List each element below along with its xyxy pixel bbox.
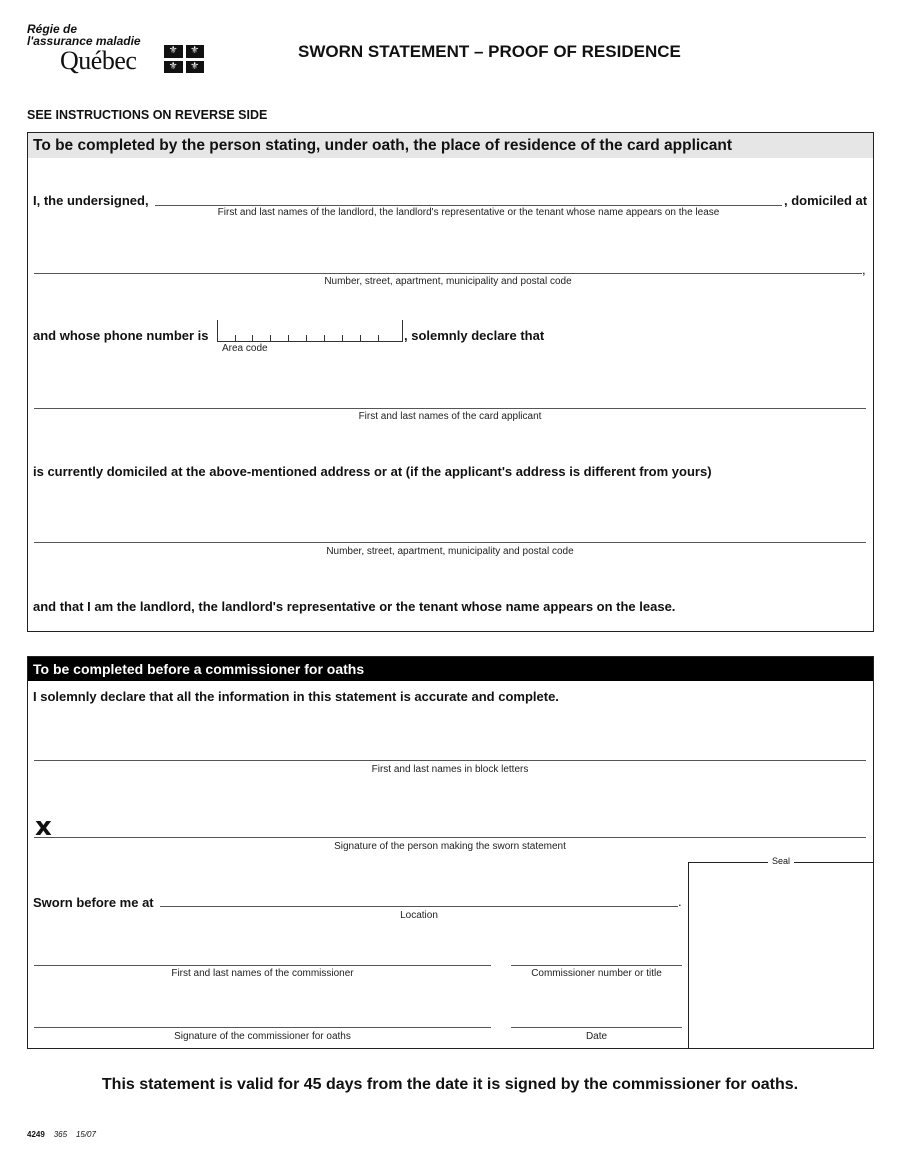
landlord-statement: and that I am the landlord, the landlord's representative or the tenant whose name appears on the lease. bbox=[33, 599, 676, 614]
quebec-flag-icon bbox=[164, 45, 204, 73]
validity-note: This statement is valid for 45 days from the date it is signed by the commissioner for oaths. bbox=[101, 1076, 799, 1093]
fleur-de-lis-icon: ⚜ bbox=[164, 61, 183, 74]
sworn-before-label: Sworn before me at bbox=[33, 895, 154, 910]
form-number: 4249 bbox=[27, 1130, 45, 1139]
phone-digit-tick bbox=[235, 335, 236, 341]
fleur-de-lis-icon: ⚜ bbox=[186, 45, 205, 58]
location-period: . bbox=[678, 894, 682, 909]
declarant-address-caption: Number, street, apartment, municipality and postal code bbox=[324, 276, 572, 287]
declarant-signature-caption: Signature of the person making the sworn statement bbox=[334, 841, 566, 852]
phone-digit-tick bbox=[306, 335, 307, 341]
applicant-name-caption: First and last names of the card applicant bbox=[358, 411, 542, 422]
form-code: 365 bbox=[53, 1130, 68, 1139]
applicant-address-caption: Number, street, apartment, municipality and postal code bbox=[326, 546, 574, 557]
commissioner-signature-field[interactable] bbox=[34, 1027, 491, 1028]
signature-x-mark: x bbox=[35, 812, 52, 842]
logo-name: Québec bbox=[60, 46, 137, 75]
phone-digit-tick bbox=[378, 335, 379, 341]
section-commissioner-header: To be completed before a commissioner for oaths bbox=[28, 657, 873, 681]
commissioner-number-field[interactable] bbox=[511, 965, 682, 966]
phone-label: and whose phone number is bbox=[33, 328, 209, 343]
phone-digit-tick bbox=[288, 335, 289, 341]
phone-digit-tick bbox=[342, 335, 343, 341]
section-residence-header: To be completed by the person stating, under oath, the place of residence of the card applicant bbox=[28, 133, 873, 158]
area-code-caption: Area code bbox=[222, 343, 268, 354]
date-caption: Date bbox=[585, 1031, 608, 1042]
domiciled-statement: is currently domiciled at the above-mentioned address or at (if the applicant's address is different from yours) bbox=[33, 464, 712, 479]
declarant-signature-field[interactable] bbox=[34, 837, 866, 838]
declarant-name-field[interactable] bbox=[155, 205, 782, 206]
location-caption: Location bbox=[400, 910, 438, 921]
accuracy-declaration: I solemnly declare that all the information in this statement is accurate and complete. bbox=[33, 689, 559, 704]
seal-label: Seal bbox=[768, 856, 794, 866]
fleur-de-lis-icon: ⚜ bbox=[164, 45, 183, 58]
block-letters-caption: First and last names in block letters bbox=[371, 764, 529, 775]
declarant-address-field[interactable] bbox=[34, 273, 862, 274]
location-field[interactable] bbox=[160, 906, 678, 907]
fleur-de-lis-icon: ⚜ bbox=[186, 61, 205, 74]
domiciled-at-label: , domiciled at bbox=[784, 193, 868, 208]
form-title: SWORN STATEMENT – PROOF OF RESIDENCE bbox=[298, 42, 681, 61]
see-instructions-note: SEE INSTRUCTIONS ON REVERSE SIDE bbox=[27, 108, 268, 122]
date-field[interactable] bbox=[511, 1027, 682, 1028]
commissioner-signature-caption: Signature of the commissioner for oaths bbox=[174, 1031, 351, 1042]
commissioner-number-caption: Commissioner number or title bbox=[531, 968, 662, 979]
undersigned-label: I, the undersigned, bbox=[33, 193, 149, 208]
address-comma: , bbox=[862, 262, 866, 277]
logo-text-line2: l'assurance maladie bbox=[27, 34, 141, 48]
phone-digit-tick bbox=[360, 335, 361, 341]
block-letters-name-field[interactable] bbox=[34, 760, 866, 761]
applicant-name-field[interactable] bbox=[34, 408, 866, 409]
seal-box bbox=[688, 856, 873, 1048]
form-version: 15/07 bbox=[75, 1130, 96, 1139]
declarant-name-caption: First and last names of the landlord, the landlord's representative or the tenant whose name appears on the lease bbox=[217, 207, 720, 218]
phone-number-field[interactable] bbox=[217, 320, 403, 342]
commissioner-name-field[interactable] bbox=[34, 965, 491, 966]
phone-digit-tick bbox=[270, 335, 271, 341]
applicant-address-field[interactable] bbox=[34, 542, 866, 543]
phone-digit-tick bbox=[324, 335, 325, 341]
logo-text-line1: Régie de bbox=[27, 22, 78, 36]
commissioner-name-caption: First and last names of the commissioner bbox=[171, 968, 354, 979]
form-footer bbox=[27, 1130, 96, 1139]
solemnly-declare-label: , solemnly declare that bbox=[404, 328, 545, 343]
phone-digit-tick bbox=[252, 335, 253, 341]
